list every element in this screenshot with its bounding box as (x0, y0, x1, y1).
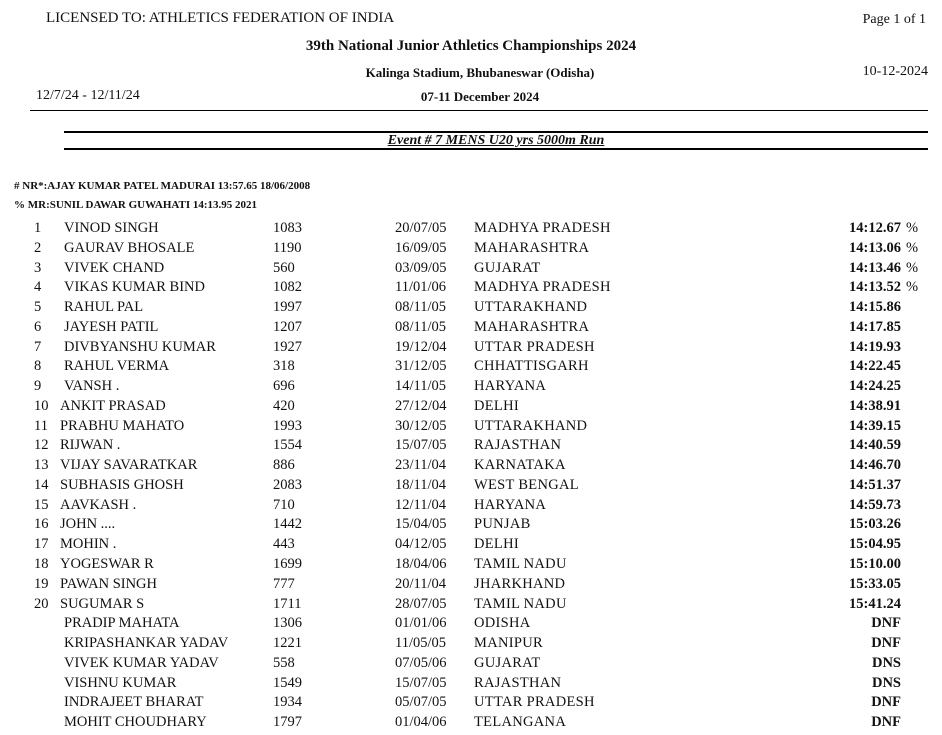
bib-number: 560 (273, 259, 295, 276)
record-mark: % (906, 279, 919, 296)
state-name: RAJASTHAN (474, 674, 562, 691)
date-of-birth: 04/12/05 (395, 536, 447, 553)
table-row (0, 575, 942, 595)
athlete-name: JAYESH PATIL (64, 318, 159, 335)
result-time: DNF (871, 714, 901, 731)
date-of-birth: 03/09/05 (395, 259, 447, 276)
bib-number: 1993 (273, 417, 302, 434)
bib-number: 1306 (273, 615, 302, 632)
bib-number: 318 (273, 358, 295, 375)
date-of-birth: 20/07/05 (395, 220, 447, 236)
state-name: HARYANA (474, 378, 547, 395)
bib-number: 1699 (273, 556, 302, 573)
bib-number: 2083 (273, 476, 302, 493)
athlete-name: AAVKASH . (60, 496, 137, 513)
bib-number: 420 (273, 397, 295, 414)
athlete-name: PRABHU MAHATO (60, 417, 185, 434)
athlete-name: RAHUL VERMA (64, 358, 170, 375)
table-row (0, 496, 942, 516)
state-name: UTTARAKHAND (474, 299, 588, 316)
result-time: 15:04.95 (849, 536, 901, 553)
table-row (0, 436, 942, 456)
date-of-birth: 15/04/05 (395, 516, 447, 533)
date-of-birth: 18/04/06 (395, 556, 447, 573)
table-row (0, 259, 942, 279)
state-name: GUJARAT (474, 654, 541, 671)
date-of-birth: 19/12/04 (395, 338, 447, 355)
table-row (0, 614, 942, 634)
championship-title: 39th National Junior Athletics Championships 2024 (305, 38, 637, 54)
table-row (0, 535, 942, 555)
result-time: 14:15.86 (849, 299, 901, 316)
athlete-name: DIVBYANSHU KUMAR (64, 338, 216, 355)
result-rank: 15 (34, 496, 49, 513)
table-row (0, 634, 942, 654)
bib-number: 1934 (273, 694, 302, 711)
athlete-name: GAURAV BHOSALE (64, 239, 195, 256)
athlete-name: RAHUL PAL (64, 299, 144, 316)
state-name: TAMIL NADU (474, 556, 567, 573)
result-rank: 3 (34, 259, 42, 276)
bib-number: 1207 (273, 318, 302, 335)
bib-number: 1927 (273, 338, 302, 355)
bib-number: 558 (273, 654, 295, 671)
result-rank: 1 (34, 220, 42, 236)
table-row (0, 713, 942, 733)
result-time: 14:13.06 (849, 239, 901, 256)
bib-number: 710 (273, 496, 295, 513)
date-of-birth: 28/07/05 (395, 595, 447, 612)
state-name: MAHARASHTRA (474, 239, 590, 256)
date-of-birth: 16/09/05 (395, 239, 447, 256)
header-divider (30, 110, 928, 111)
date-of-birth: 12/11/04 (395, 496, 447, 513)
athlete-name: MOHIT CHOUDHARY (64, 714, 207, 731)
result-rank: 8 (34, 358, 42, 375)
state-name: GUJARAT (474, 259, 541, 276)
state-name: KARNATAKA (474, 457, 566, 474)
table-row (0, 654, 942, 674)
result-time: 15:33.05 (849, 575, 901, 592)
date-of-birth: 20/11/04 (395, 575, 447, 592)
athlete-name: VANSH . (64, 378, 120, 395)
national-record: # NR*:AJAY KUMAR PATEL MADURAI 13:57.65 18/06/2008 (14, 180, 311, 192)
result-time: 14:17.85 (849, 318, 901, 335)
bib-number: 1442 (273, 516, 302, 533)
result-time: 15:10.00 (849, 556, 901, 573)
date-of-birth: 15/07/05 (395, 437, 447, 454)
bib-number: 1082 (273, 279, 302, 296)
result-rank: 17 (34, 536, 49, 553)
athlete-name: ANKIT PRASAD (60, 397, 166, 414)
date-of-birth: 14/11/05 (395, 378, 447, 395)
result-rank: 12 (34, 437, 49, 454)
result-rank: 13 (34, 457, 49, 474)
state-name: RAJASTHAN (474, 437, 562, 454)
date-of-birth: 08/11/05 (395, 299, 447, 316)
result-time: 14:59.73 (849, 496, 901, 513)
record-mark: % (906, 259, 919, 276)
table-row (0, 595, 942, 615)
result-time: DNF (871, 635, 901, 652)
table-row (0, 476, 942, 496)
state-name: JHARKHAND (474, 575, 566, 592)
event-rule-bottom (64, 148, 928, 150)
date-of-birth: 23/11/04 (395, 457, 447, 474)
athlete-name: VISHNU KUMAR (64, 674, 177, 691)
bib-number: 777 (273, 575, 295, 592)
bib-number: 1554 (273, 437, 302, 454)
result-rank: 16 (34, 516, 49, 533)
bib-number: 1797 (273, 714, 302, 731)
bib-number: 886 (273, 457, 295, 474)
result-rank: 5 (34, 299, 42, 316)
date-of-birth: 30/12/05 (395, 417, 447, 434)
state-name: UTTARAKHAND (474, 417, 588, 434)
state-name: PUNJAB (474, 516, 531, 533)
athlete-name: RIJWAN . (60, 437, 121, 454)
athlete-name: MOHIN . (60, 536, 117, 553)
date-range: 12/7/24 - 12/11/24 (36, 88, 140, 103)
result-time: 14:19.93 (849, 338, 901, 355)
result-time: 14:38.91 (849, 397, 901, 414)
table-row (0, 357, 942, 377)
date-of-birth: 18/11/04 (395, 476, 447, 493)
state-name: WEST BENGAL (474, 476, 579, 493)
event-title: Event # 7 MENS U20 yrs 5000m Run (387, 133, 605, 148)
result-time: DNF (871, 694, 901, 711)
bib-number: 1083 (273, 220, 302, 236)
result-rank: 18 (34, 556, 49, 573)
athlete-name: INDRAJEET BHARAT (64, 694, 204, 711)
page-number: Page 1 of 1 (862, 12, 926, 27)
bib-number: 696 (273, 378, 295, 395)
state-name: CHHATTISGARH (474, 358, 589, 375)
athlete-name: SUGUMAR S (60, 595, 145, 612)
date-of-birth: 11/01/06 (395, 279, 447, 296)
state-name: DELHI (474, 397, 519, 414)
result-time: 14:51.37 (849, 476, 901, 493)
result-rank: 14 (34, 476, 49, 493)
result-rank: 11 (34, 417, 48, 434)
bib-number: 1549 (273, 674, 302, 691)
result-time: 14:13.52 (849, 279, 901, 296)
result-rank: 4 (34, 279, 42, 296)
date-of-birth: 08/11/05 (395, 318, 447, 335)
athlete-name: KRIPASHANKAR YADAV (64, 635, 229, 652)
result-rank: 19 (34, 575, 49, 592)
state-name: ODISHA (474, 615, 531, 632)
table-row (0, 239, 942, 259)
state-name: UTTAR PRADESH (474, 338, 595, 355)
bib-number: 1221 (273, 635, 302, 652)
state-name: MAHARASHTRA (474, 318, 590, 335)
athlete-name: VINOD SINGH (64, 220, 159, 236)
date-of-birth: 31/12/05 (395, 358, 447, 375)
result-rank: 2 (34, 239, 42, 256)
table-row (0, 417, 942, 437)
bib-number: 1190 (273, 239, 302, 256)
result-time: 14:22.45 (849, 358, 901, 375)
state-name: DELHI (474, 536, 519, 553)
result-time: DNS (871, 674, 901, 691)
date-of-birth: 27/12/04 (395, 397, 447, 414)
result-time: 14:40.59 (849, 437, 901, 454)
athlete-name: JOHN .... (60, 516, 116, 533)
result-time: 14:24.25 (849, 378, 901, 395)
athlete-name: SUBHASIS GHOSH (60, 476, 184, 493)
table-row (0, 515, 942, 535)
table-row (0, 338, 942, 358)
event-dates: 07-11 December 2024 (420, 89, 540, 104)
state-name: TAMIL NADU (474, 595, 567, 612)
licensed-to: LICENSED TO: ATHLETICS FEDERATION OF INDIA (46, 10, 395, 26)
athlete-name: YOGESWAR R (60, 556, 154, 573)
bib-number: 1711 (273, 595, 302, 612)
result-rank: 7 (34, 338, 42, 355)
date-of-birth: 11/05/05 (395, 635, 447, 652)
result-time: 14:39.15 (849, 417, 901, 434)
table-row (0, 318, 942, 338)
athlete-name: VIKAS KUMAR BIND (64, 279, 205, 296)
result-time: 14:46.70 (849, 457, 901, 474)
bib-number: 1997 (273, 299, 302, 316)
meet-record: % MR:SUNIL DAWAR GUWAHATI 14:13.95 2021 (14, 199, 258, 211)
result-time: 14:13.46 (849, 259, 901, 276)
result-rank: 10 (34, 397, 49, 414)
athlete-name: VIVEK CHAND (64, 259, 165, 276)
state-name: HARYANA (474, 496, 547, 513)
record-mark: % (906, 239, 919, 256)
result-time: 15:03.26 (849, 516, 901, 533)
table-row (0, 397, 942, 417)
print-date: 10-12-2024 (862, 64, 928, 79)
bib-number: 443 (273, 536, 295, 553)
athlete-name: VIJAY SAVARATKAR (60, 457, 198, 474)
date-of-birth: 15/07/05 (395, 674, 447, 691)
result-rank: 20 (34, 595, 49, 612)
table-row (0, 456, 942, 476)
athlete-name: VIVEK KUMAR YADAV (64, 654, 219, 671)
venue: Kalinga Stadium, Bhubaneswar (Odisha) (365, 65, 595, 80)
table-row (0, 377, 942, 397)
state-name: TELANGANA (474, 714, 567, 731)
date-of-birth: 01/01/06 (395, 615, 447, 632)
result-time: DNF (871, 615, 901, 632)
record-mark: % (906, 220, 919, 236)
result-time: 15:41.24 (849, 595, 901, 612)
athlete-name: PRADIP MAHATA (64, 615, 180, 632)
date-of-birth: 01/04/06 (395, 714, 447, 731)
table-row (0, 555, 942, 575)
result-rank: 9 (34, 378, 42, 395)
table-row (0, 693, 942, 713)
results-table (0, 219, 942, 733)
date-of-birth: 05/07/05 (395, 694, 447, 711)
state-name: MANIPUR (474, 635, 543, 652)
table-row (0, 298, 942, 318)
table-row (0, 219, 942, 239)
state-name: UTTAR PRADESH (474, 694, 595, 711)
state-name: MADHYA PRADESH (474, 220, 611, 236)
result-time: 14:12.67 (849, 220, 901, 236)
result-time: DNS (871, 654, 901, 671)
date-of-birth: 07/05/06 (395, 654, 447, 671)
table-row (0, 278, 942, 298)
result-rank: 6 (34, 318, 42, 335)
table-row (0, 674, 942, 694)
state-name: MADHYA PRADESH (474, 279, 611, 296)
athlete-name: PAWAN SINGH (60, 575, 157, 592)
